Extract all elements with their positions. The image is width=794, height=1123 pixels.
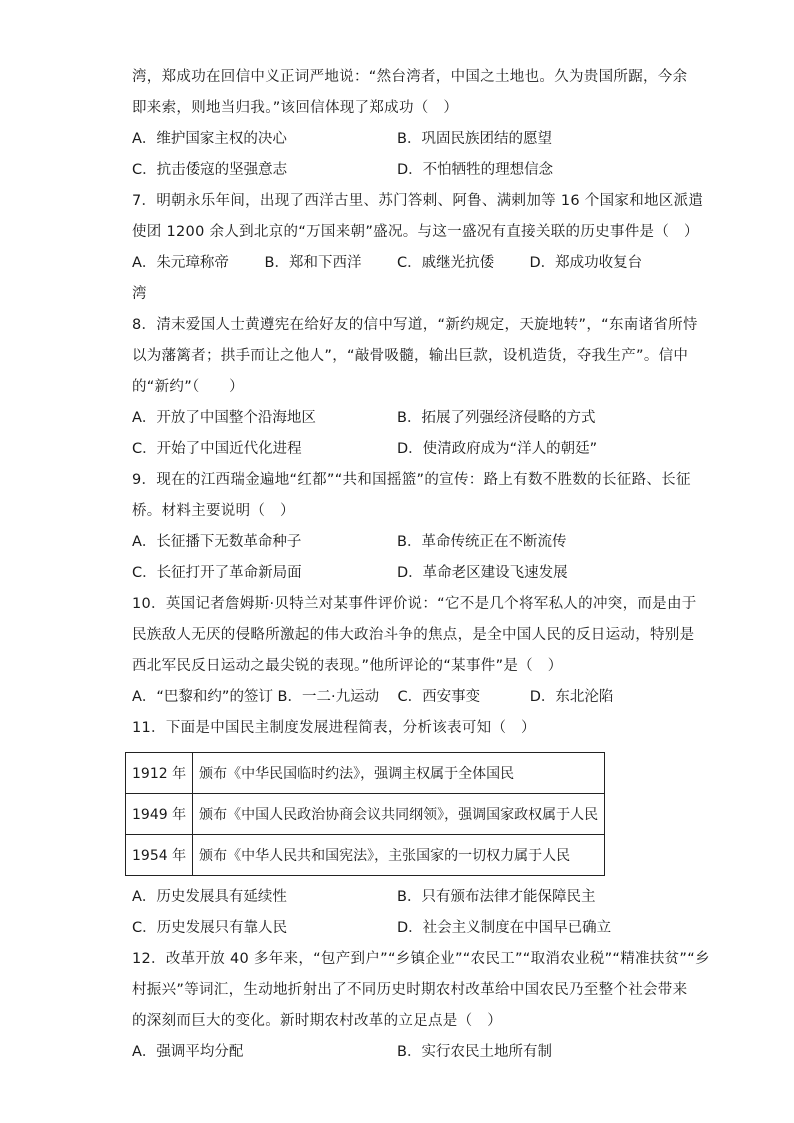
q11-democracy-table <box>125 752 605 876</box>
q10-option-c[interactable]: C．西安事变 <box>397 689 481 705</box>
q8-options-row1 <box>132 403 662 434</box>
q8-option-d[interactable]: D．使清政府成为“洋人的朝廷” <box>397 441 598 457</box>
q10-stem-line3: 西北军民反日运动之最尖锐的表现。”他所评论的“某事件”是（ ） <box>132 658 563 674</box>
q8-stem-line3: 的“新约”（ ） <box>132 379 244 395</box>
q11-options-row1 <box>132 882 662 913</box>
q11-options-row2 <box>132 913 662 944</box>
q8-option-c[interactable]: C．开始了中国近代化进程 <box>132 441 302 457</box>
table-row <box>126 753 605 794</box>
q12-options-row1 <box>132 1037 662 1068</box>
q8-options-row2 <box>132 434 662 465</box>
table-text-cell: 颁布《中国人民政治协商会议共同纲领》，强调国家政权属于人民 <box>193 794 605 835</box>
q12-stem-line3: 的深刻而巨大的变化。新时期农村改革的立足点是（ ） <box>132 1013 502 1029</box>
q7-option-d-wrap: 湾 <box>132 286 147 302</box>
q11-option-a[interactable]: A．历史发展具有延续性 <box>132 889 287 905</box>
q7-stem-line1: 7．明朝永乐年间，出现了西洋古里、苏门答剌、阿鲁、满剌加等 16 个国家和地区派遣 <box>132 193 704 209</box>
q10-options <box>132 682 662 713</box>
q9-stem-line1: 9．现在的江西瑞金遍地“红都”“共和国摇篮”的宣传：路上有数不胜数的长征路、长征 <box>132 472 691 488</box>
q11-option-c[interactable]: C．历史发展只有靠人民 <box>132 920 288 936</box>
q10-option-d[interactable]: D．东北沦陷 <box>529 689 614 705</box>
table-year-cell: 1954 年 <box>126 835 193 876</box>
q6-option-d[interactable]: D．不怕牺牲的理想信念 <box>397 162 554 178</box>
q8-stem-line2: 以为藩篱者；拱手而让之他人”，“敲骨吸髓，输出巨款，设机造货，夺我生产”。信中 <box>132 348 689 364</box>
q10-stem-line1: 10．英国记者詹姆斯·贝特兰对某事件评价说：“它不是几个将军私人的冲突，而是由于 <box>132 596 697 612</box>
q7-stem-line2: 使团 1200 余人到北京的“万国来朝”盛况。与这一盛况有直接关联的历史事件是（ ） <box>132 224 699 240</box>
q8-option-a[interactable]: A．开放了中国整个沿海地区 <box>132 410 316 426</box>
q9-option-b[interactable]: B．革命传统正在不断流传 <box>397 534 567 550</box>
q6-stem-line1: 湾，郑成功在回信中义正词严地说：“然台湾者，中国之土地也。久为贵国所踞，今余 <box>132 69 688 85</box>
q10-stem-line2: 民族敌人无厌的侵略所激起的伟大政治斗争的焦点，是全中国人民的反日运动，特别是 <box>132 627 695 643</box>
q7-option-c[interactable]: C．戚继光抗倭 <box>397 255 495 271</box>
table-year-cell: 1949 年 <box>126 794 193 835</box>
q7-option-a[interactable]: A．朱元璋称帝 <box>132 255 229 271</box>
q7-option-b[interactable]: B．郑和下西洋 <box>264 255 362 271</box>
q12-option-a[interactable]: A．强调平均分配 <box>132 1044 244 1060</box>
q7-options <box>132 248 662 279</box>
q12-stem-line1: 12．改革开放 40 多年来，“包产到户”“乡镇企业”“农民工”“取消农业税”“精准扶贫”“乡 <box>132 951 710 967</box>
table-text-cell: 颁布《中华人民共和国宪法》，主张国家的一切权力属于人民 <box>193 835 605 876</box>
q6-option-b[interactable]: B．巩固民族团结的愿望 <box>397 131 552 147</box>
q11-option-b[interactable]: B．只有颁布法律才能保障民主 <box>397 889 596 905</box>
q12-stem-line2: 村振兴”等词汇，生动地折射出了不同历史时期农村改革给中国农民乃至整个社会带来 <box>132 982 688 998</box>
q8-option-b[interactable]: B．拓展了列强经济侵略的方式 <box>397 410 596 426</box>
q8-stem-line1: 8．清末爱国人士黄遵宪在给好友的信中写道，“新约规定，天旋地转”，“东南诸省所恃 <box>132 317 698 333</box>
q9-options-row2 <box>132 558 662 589</box>
q6-options-row1 <box>132 124 662 155</box>
q6-options-row2 <box>132 155 662 186</box>
q6-option-a[interactable]: A．维护国家主权的决心 <box>132 131 287 147</box>
table-year-cell: 1912 年 <box>126 753 193 794</box>
table-row <box>126 835 605 876</box>
q9-options-row1 <box>132 527 662 558</box>
q9-option-a[interactable]: A．长征播下无数革命种子 <box>132 534 302 550</box>
q12-option-b[interactable]: B．实行农民土地所有制 <box>397 1044 552 1060</box>
q9-stem-line2: 桥。材料主要说明（ ） <box>132 503 295 519</box>
table-row <box>126 794 605 835</box>
q11-stem-line1: 11．下面是中国民主制度发展进程简表，分析该表可知（ ） <box>132 720 536 736</box>
q10-option-ab[interactable]: A．“巴黎和约”的签订 B．一二·九运动 <box>132 689 380 705</box>
q9-option-d[interactable]: D．革命老区建设飞速发展 <box>397 565 568 581</box>
q6-stem-line2: 即来索，则地当归我。”该回信体现了郑成功（ ） <box>132 100 459 116</box>
q11-option-d[interactable]: D．社会主义制度在中国早已确立 <box>397 920 612 936</box>
q9-option-c[interactable]: C．长征打开了革命新局面 <box>132 565 302 581</box>
q6-option-c[interactable]: C．抗击倭寇的坚强意志 <box>132 162 288 178</box>
q7-option-d[interactable]: D．郑成功收复台 <box>529 255 643 271</box>
table-text-cell: 颁布《中华民国临时约法》，强调主权属于全体国民 <box>193 753 605 794</box>
